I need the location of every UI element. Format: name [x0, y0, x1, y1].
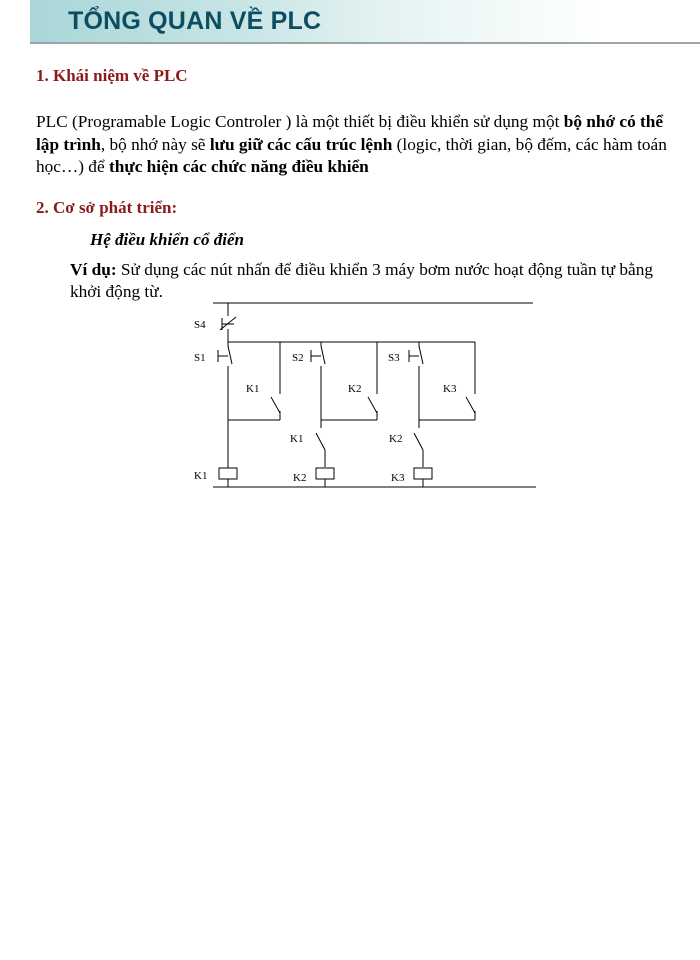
para-bold-3: thực hiện các chức năng điều khiển: [108, 157, 369, 176]
label-coil-k2: K2: [293, 472, 307, 484]
para-text-1: PLC (Programable Logic Controler ) là một thiết bị điều khiển sử dụng một: [36, 112, 564, 131]
label-k2-hold: K2: [348, 383, 362, 395]
label-s3: S3: [388, 352, 400, 364]
example-label: Ví dụ:: [70, 260, 117, 279]
label-s4: S4: [194, 319, 206, 331]
label-k1-interlock: K1: [290, 433, 304, 445]
label-k3-hold: K3: [443, 383, 457, 395]
para-text-3: (logic, thời gian, bộ đếm, các hàm toán học…) để: [36, 134, 667, 176]
para-bold-1: bộ nhớ có thể lập trình: [36, 112, 664, 154]
para-bold-2: lưu giữ các cấu trúc lệnh: [209, 134, 393, 154]
label-k2-interlock: K2: [389, 433, 403, 445]
section-heading-plc-concept: 1. Khái niệm về PLC: [36, 66, 188, 85]
branch-3: [409, 342, 475, 487]
example-text: Sử dụng các nút nhấn để điều khiển 3 máy bơm nước hoạt động tuần tự bằng khởi động từ.: [70, 260, 653, 301]
page-title: TỔNG QUAN VỀ PLC: [68, 7, 322, 35]
label-k1-hold: K1: [246, 383, 260, 395]
branch-1: [218, 342, 280, 487]
label-s1: S1: [194, 352, 206, 364]
label-coil-k1: K1: [194, 470, 208, 482]
label-coil-k3: K3: [391, 472, 405, 484]
s4-stop-button: [220, 303, 236, 342]
label-s2: S2: [292, 352, 304, 364]
para-text-2: , bộ nhớ này sẽ: [100, 134, 210, 154]
subheading-classic-control: Hệ điều khiển cổ điển: [90, 230, 244, 249]
section-heading-development: 2. Cơ sở phát triển:: [36, 198, 178, 217]
branch-2: [311, 342, 377, 487]
